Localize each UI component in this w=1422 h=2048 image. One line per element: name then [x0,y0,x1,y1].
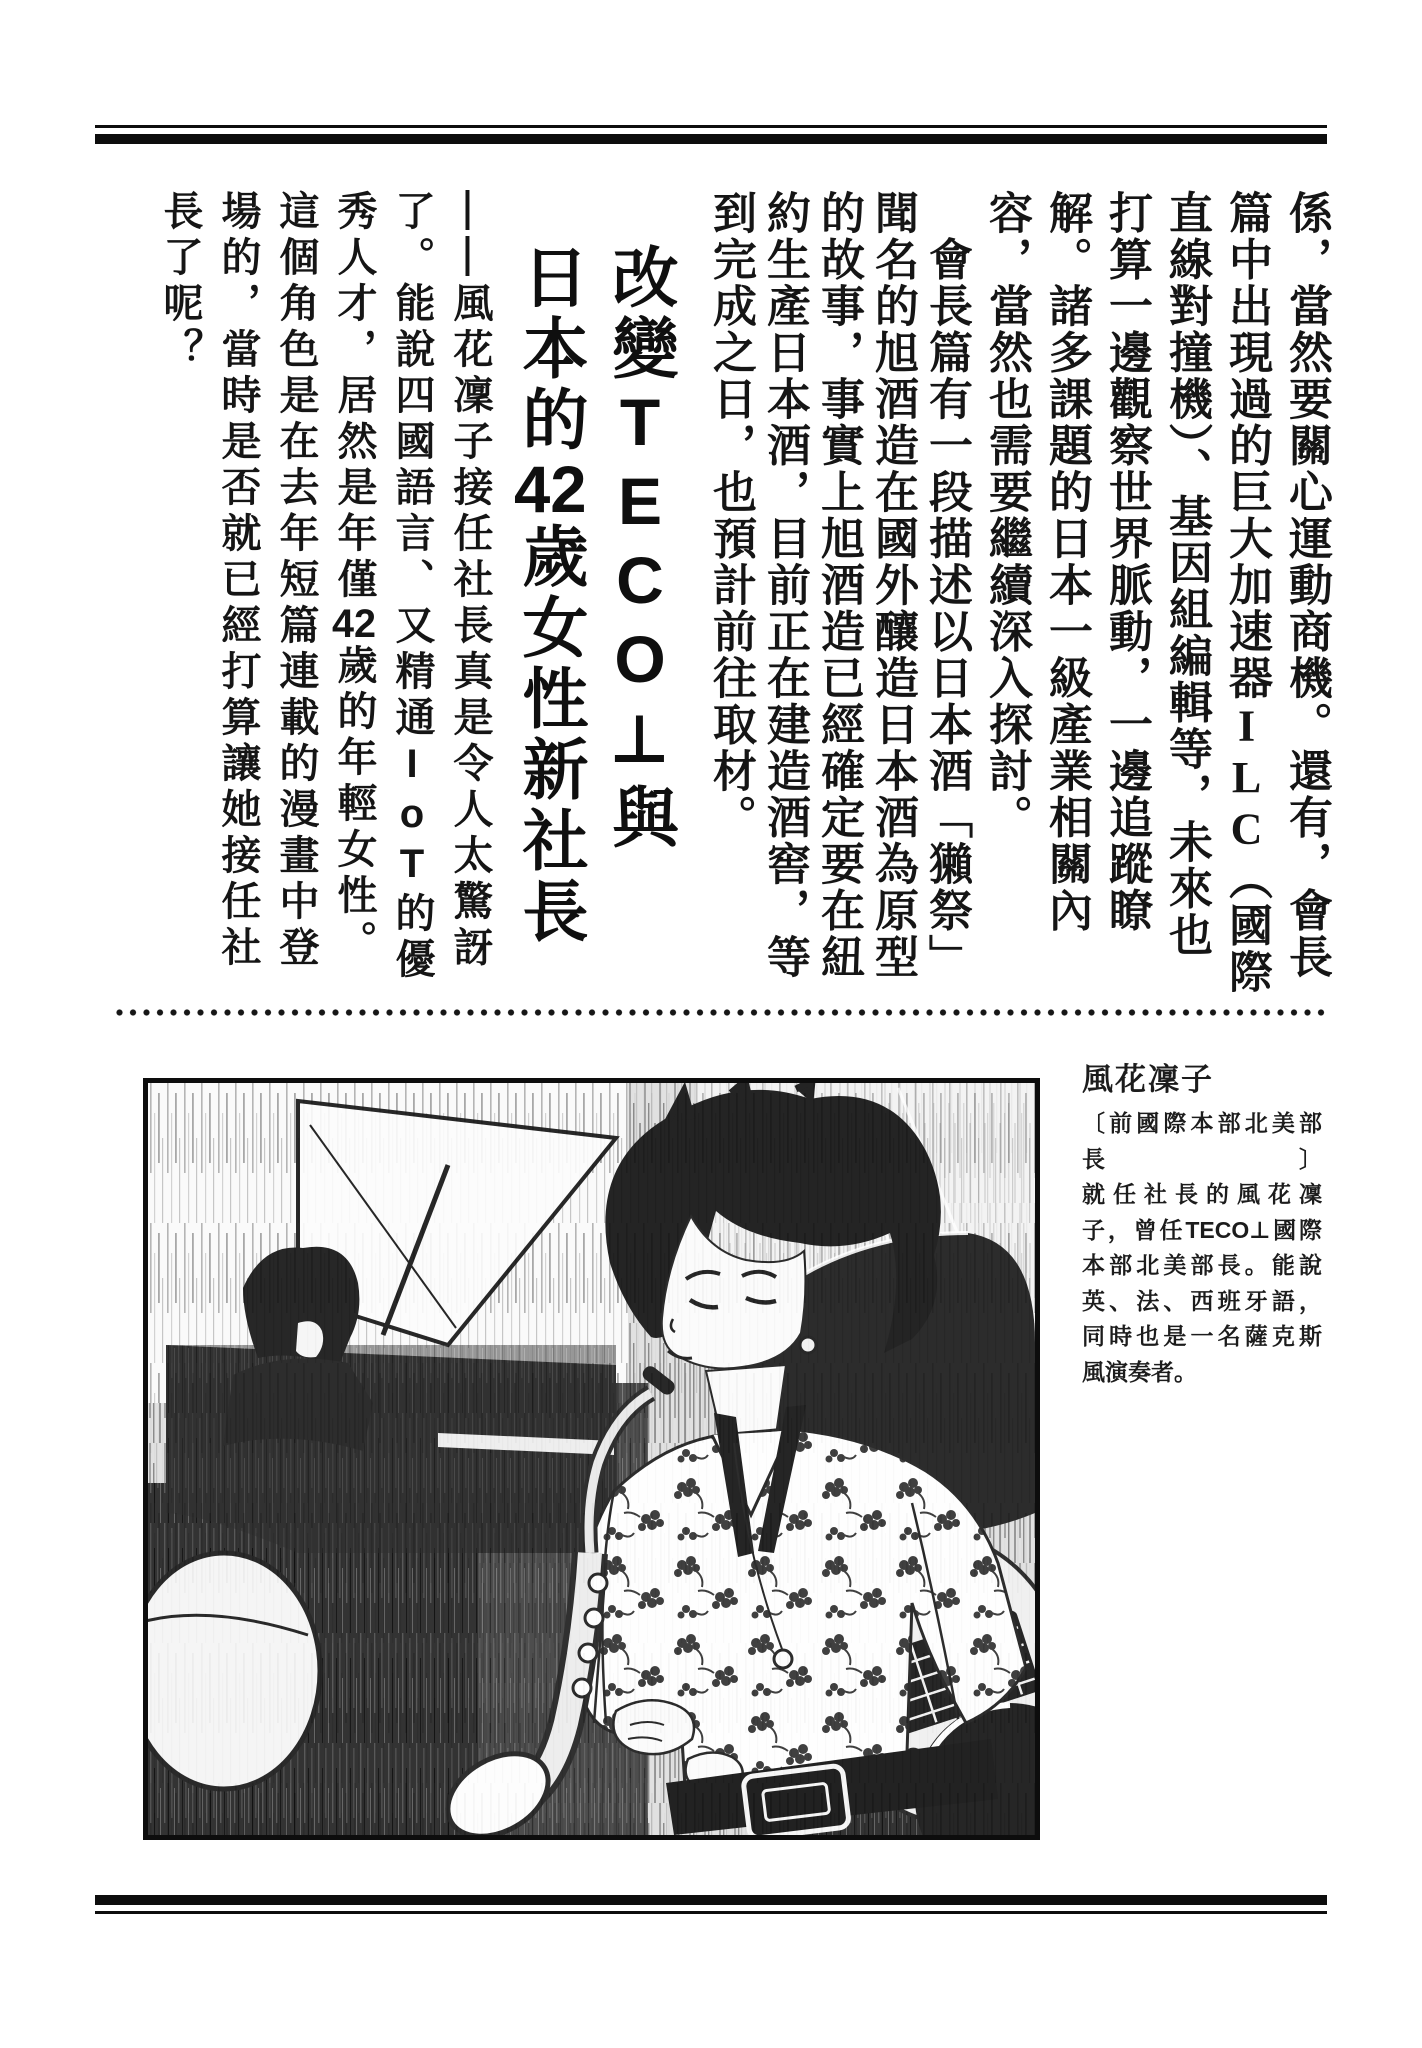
body-column-3: 直線對撞機）、基因組編輯等，未來也 [1162,190,1211,959]
caption-line: 就任社長的風花凜 [1082,1181,1322,1207]
body-column-10: 約生產日本酒，目前正在建造酒窖，等 [760,190,809,981]
character-name: 風花凜子 [1082,1062,1214,1097]
question-column-4: 這個角色是在去年短篇連載的漫畫中登 [274,190,318,972]
question-column-5: 場的，當時是否就已經打算讓她接任社 [216,190,260,972]
top-rule-thin [95,125,1327,128]
question-column-6: 長了呢？ [158,190,202,374]
body-column-9: 的故事，事實上旭酒造已經確定要在紐 [814,190,863,981]
body-column-5: 解。諸多課題的日本一級產業相關內 [1042,190,1091,934]
body-column-6: 容，當然也需要繼續深入探討。 [982,190,1031,841]
character-profile [1082,1060,1322,1390]
illustration [148,1083,1035,1835]
question-column-2: 了。能說四國語言、又精通IoT的優 [390,190,434,984]
caption-line: 同時也是一名薩克斯 [1082,1323,1322,1349]
caption-line: 本部北美部長。能說 [1082,1252,1322,1278]
caption-line: 子，曾任TECO⊥國際 [1082,1216,1322,1243]
caption-line: 英、法、西班牙語， [1082,1287,1322,1314]
caption-line: 風演奏者。 [1082,1358,1197,1385]
body-column-2: 篇中出現過的巨大加速器ILC（國際 [1222,190,1271,996]
body-column-1: 係，當然要關心運動商機。還有，會長 [1282,190,1331,981]
heading-column-2: 日本的42歲女性新社長 [513,243,587,948]
body-column-7: 會長篇有一段描述以日本酒「獺祭」 [922,190,971,981]
body-column-8: 聞名的旭酒造在國外釀造日本酒為原型 [868,190,917,981]
body-column-4: 打算一邊觀察世界脈動，一邊追蹤瞭 [1102,190,1151,934]
caption-line: 〔前國際本部北美部長〕 [1082,1110,1322,1172]
question-column-1: ——風花凜子接任社長真是令人太驚訝 [448,190,492,972]
illustration-panel [143,1078,1040,1840]
heading-column-1: 改變TECO⊥與 [603,243,677,854]
dotted-divider [115,1008,1329,1017]
body-column-11: 到完成之日，也預計前往取材。 [706,190,755,841]
question-column-3: 秀人才，居然是年僅42歲的年輕女性。 [332,190,376,966]
bottom-rule-thick [95,1895,1327,1905]
bottom-rule-thin [95,1911,1327,1914]
top-rule-thick [95,134,1327,144]
